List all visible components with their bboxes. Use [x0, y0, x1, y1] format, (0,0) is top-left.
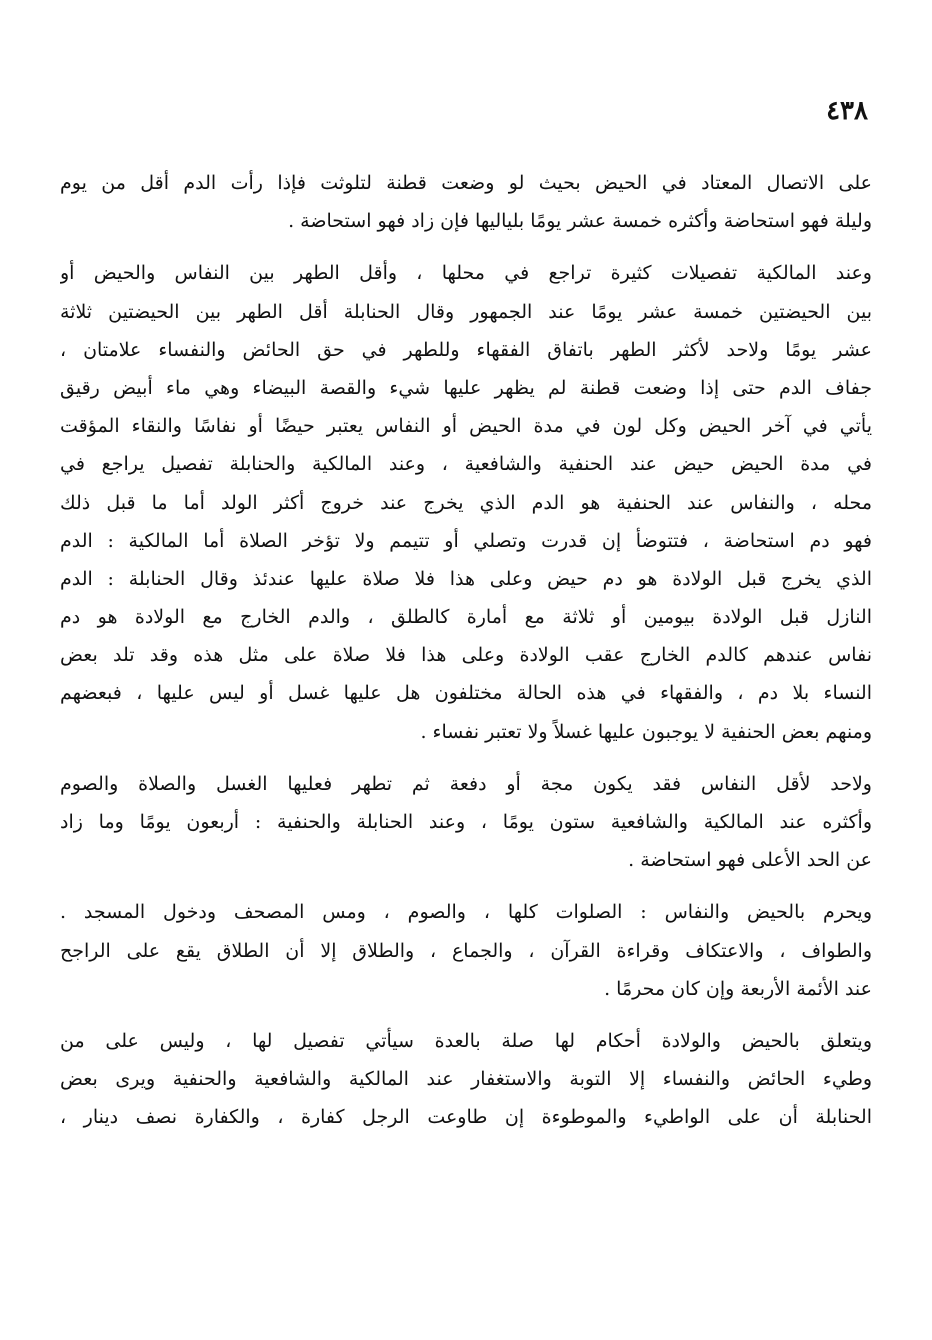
text-line: الذي يخرج قبل الولادة هو دم حيض وعلى هذا فلا صلاة عليها عندئذ وقال الحنابلة : الدم	[60, 567, 872, 590]
paragraph-1	[60, 164, 872, 240]
text-line: عند الأئمة الأربعة وإن كان محرمًا .	[604, 977, 872, 1000]
paragraph-2	[60, 254, 872, 750]
text-line: والطواف ، والاعتكاف وقراءة القرآن ، والجماع ، والطلاق إلا أن الطلاق يقع على الراجح	[60, 939, 872, 962]
text-line: عن الحد الأعلى فهو استحاضة .	[628, 849, 872, 872]
text-line: فهو دم استحاضة ، فتتوضأ إن قدرت وتصلي أو تتيمم ولا تؤخر الصلاة أما المالكية : الدم	[60, 529, 872, 552]
text-line: على الاتصال المعتاد في الحيض بحيث لو وضعت قطنة لتلوثت فإذا رأت الدم أقل من يوم	[60, 172, 872, 194]
text-line: في مدة الحيض حيض عند الحنفية والشافعية ، وعند المالكية والحنابلة تفصيل يراجع في	[60, 453, 872, 476]
text-line: نفاس عندهم كالدم الخارج عقب الولادة وعلى هذا فلا صلاة على مثل هذه وقد تلد بعض	[60, 644, 872, 667]
text-line: الحنابلة أن على الواطيء والموطوءة إن طاوعت الرجل كفارة ، والكفارة نصف دينار ،	[60, 1106, 872, 1129]
text-line: وعند المالكية تفصيلات كثيرة تراجع في محلها ، وأقل الطهر بين النفاس والحيض أو	[60, 262, 872, 285]
text-line: ولاحد لأقل النفاس فقد يكون مجة أو دفعة ثم تطهر فعليها الغسل والصلاة والصوم	[60, 772, 872, 795]
text-line: ويتعلق بالحيض والولادة أحكام لها صلة بالعدة سيأتي تفصيل لها ، وليس على من	[60, 1029, 872, 1052]
text-line: محله ، والنفاس عند الحنفية هو الدم الذي يخرج عند خروج أكثر الولد أما ما قبل ذلك	[60, 491, 872, 514]
text-line: ومنهم بعض الحنفية لا يوجبون عليها غسلاً ولا تعتبر نفساء .	[420, 720, 872, 743]
text-line: وأكثره عند المالكية والشافعية ستون يومًا ، وعند الحنابلة والحنفية : أربعون يومًا وما زاد	[60, 811, 872, 833]
text-line: جفاف الدم حتى إذا وضعت قطنة لم يظهر عليها شيء والقصة البيضاء وهي ماء أبيض رقيق	[60, 376, 872, 399]
paragraph-3	[60, 765, 872, 880]
text-line: ويحرم بالحيض والنفاس : الصلوات كلها ، والصوم ، ومس المصحف ودخول المسجد .	[60, 901, 872, 924]
body-text	[60, 164, 872, 1151]
text-line: يأتي في آخر الحيض وكل لون في مدة الحيض أو النفاس يعتبر حيضًا أو نفاسًا والنقاء المؤقت	[60, 415, 872, 438]
paragraph-4	[60, 893, 872, 1008]
text-line: النازل قبل الولادة بيومين أو ثلاثة مع أمارة كالطلق ، والدم الخارج مع الولادة هو دم	[60, 606, 872, 629]
text-line: النساء بلا دم ، والفقهاء في هذه الحالة مختلفون هل عليها غسل أو ليس عليها ، فبعضهم	[60, 682, 872, 705]
paragraph-5	[60, 1022, 872, 1137]
text-line: بين الحيضتين خمسة عشر يومًا عند الجمهور وقال الحنابلة أقل الطهر بين الحيضتين ثلاثة	[60, 300, 872, 323]
text-line: وليلة فهو استحاضة وأكثره خمسة عشر يومًا بلياليها فإن زاد فهو استحاضة .	[288, 210, 872, 233]
text-line: عشر يومًا ولاحد لأكثر الطهر باتفاق الفقهاء وللطهر في حق الحائض والنفساء علامتان ،	[60, 338, 872, 361]
text-line: وطيء الحائض والنفساء إلا التوبة والاستغفار عند المالكية والشافعية والحنفية ويرى بعض	[60, 1068, 872, 1091]
page-number: ٤٣٨	[826, 96, 868, 126]
